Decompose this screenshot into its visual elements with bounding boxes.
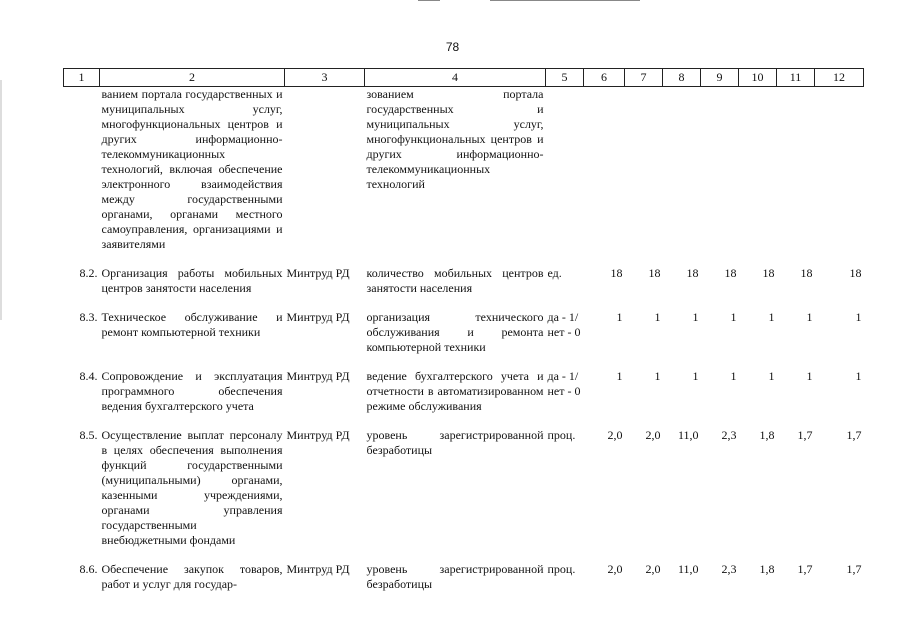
row-number: 8.3. [79, 310, 98, 324]
unit-cell: проц. [547, 562, 576, 576]
table-row [64, 310, 864, 355]
executor-cell: Минтруд РД [286, 266, 350, 280]
unit-cell: да - 1/ нет - 0 [547, 369, 581, 398]
value-cell: 1 [616, 369, 623, 383]
value-cell: 18 [762, 266, 775, 280]
row-spacer [64, 414, 864, 428]
unit-cell: проц. [547, 428, 576, 442]
top-rule-long [490, 0, 640, 1]
value-cell: 1 [654, 310, 661, 324]
value-cell: 1,7 [797, 562, 813, 576]
value-cell: 1 [730, 310, 737, 324]
value-cell: 1 [855, 310, 862, 324]
executor-cell [285, 87, 365, 253]
indicator-cell: уровень зарегистрированной безработицы [366, 428, 544, 457]
value-cell: 1 [692, 310, 699, 324]
value-cell [777, 87, 815, 253]
col-header-5: 5 [546, 69, 584, 87]
value-cell: 1 [654, 369, 661, 383]
activity-cell: Организация работы мобильных центров занятости населения [101, 266, 283, 295]
col-header-4: 4 [365, 69, 546, 87]
value-cell: 2,3 [721, 562, 737, 576]
value-cell: 18 [648, 266, 661, 280]
indicator-cell: зованием портала государственных и муниципальных услуг, многофункциональных центров и других информационно-телекоммуникационных технологий [366, 87, 544, 191]
value-cell: 18 [849, 266, 862, 280]
unit-cell: да - 1/ нет - 0 [547, 310, 581, 339]
table-row [64, 428, 864, 548]
row-spacer [64, 355, 864, 369]
table-row [64, 87, 864, 253]
value-cell [701, 87, 739, 253]
value-cell [739, 87, 777, 253]
value-cell: 1 [806, 369, 813, 383]
table-row [64, 266, 864, 296]
value-cell: 18 [686, 266, 699, 280]
col-header-8: 8 [663, 69, 701, 87]
col-header-6: 6 [584, 69, 625, 87]
value-cell [815, 87, 864, 253]
value-cell [625, 87, 663, 253]
col-header-1: 1 [64, 69, 100, 87]
col-header-3: 3 [285, 69, 365, 87]
activity-cell: Техническое обслуживание и ремонт компьютерной техники [101, 310, 283, 339]
value-cell: 2,0 [607, 562, 623, 576]
value-cell: 11,0 [677, 428, 699, 442]
row-number [64, 87, 100, 253]
activity-cell: Обеспечение закупок товаров, работ и услуг для государ- [101, 562, 283, 591]
value-cell: 18 [724, 266, 737, 280]
row-number: 8.5. [79, 428, 98, 442]
indicator-cell: организация технического обслуживания и ремонта компьютерной техники [366, 310, 544, 354]
indicator-cell: количество мобильных центров занятости населения [366, 266, 544, 295]
column-header-row [64, 69, 864, 87]
col-header-7: 7 [625, 69, 663, 87]
row-spacer [64, 296, 864, 310]
row-number: 8.2. [79, 266, 98, 280]
indicator-cell: ведение бухгалтерского учета и отчетности в автоматизированном режиме обслуживания [366, 369, 544, 413]
table-row [64, 369, 864, 414]
row-spacer [64, 548, 864, 562]
row-spacer [64, 252, 864, 266]
value-cell [584, 87, 625, 253]
page-number: 78 [445, 40, 460, 54]
table-row [64, 562, 864, 592]
activity-cell: Осуществление выплат персоналу в целях обеспечения выполнения функций государственными (муниципальными) органами, казенными учреждениями, органами управления государственными внебюджетными фондами [101, 428, 283, 547]
value-cell: 2,0 [645, 428, 661, 442]
value-cell: 1 [692, 369, 699, 383]
program-table [63, 68, 864, 592]
row-number: 8.6. [79, 562, 98, 576]
value-cell: 2,0 [607, 428, 623, 442]
col-header-12: 12 [815, 69, 864, 87]
unit-cell [546, 87, 584, 253]
executor-cell: Минтруд РД [286, 562, 350, 576]
value-cell: 1 [855, 369, 862, 383]
executor-cell: Минтруд РД [286, 369, 350, 383]
value-cell: 1 [806, 310, 813, 324]
value-cell: 1,7 [797, 428, 813, 442]
top-rule-short [418, 0, 440, 1]
value-cell: 1 [768, 369, 775, 383]
value-cell: 1,7 [846, 428, 862, 442]
activity-cell: ванием портала государственных и муниципальных услуг, многофункциональных центров и других информационно-телекоммуникационных технологий, включая обеспечение электронного взаимодействия между государственными органами, органами местного самоуправления, организациями и заявителями [101, 87, 283, 251]
value-cell: 11,0 [677, 562, 699, 576]
value-cell: 18 [610, 266, 623, 280]
value-cell: 2,3 [721, 428, 737, 442]
value-cell: 18 [800, 266, 813, 280]
executor-cell: Минтруд РД [286, 428, 350, 442]
col-header-10: 10 [739, 69, 777, 87]
col-header-9: 9 [701, 69, 739, 87]
row-number: 8.4. [79, 369, 98, 383]
scan-edge-shadow [0, 80, 2, 320]
value-cell: 1,8 [759, 562, 775, 576]
value-cell [663, 87, 701, 253]
col-header-11: 11 [777, 69, 815, 87]
value-cell: 2,0 [645, 562, 661, 576]
value-cell: 1,7 [846, 562, 862, 576]
value-cell: 1,8 [759, 428, 775, 442]
activity-cell: Сопровождение и эксплуатация программного обеспечения ведения бухгалтерского учета [101, 369, 283, 413]
value-cell: 1 [730, 369, 737, 383]
col-header-2: 2 [100, 69, 285, 87]
indicator-cell: уровень зарегистрированной безработицы [366, 562, 544, 591]
value-cell: 1 [616, 310, 623, 324]
value-cell: 1 [768, 310, 775, 324]
unit-cell: ед. [547, 266, 562, 280]
executor-cell: Минтруд РД [286, 310, 350, 324]
